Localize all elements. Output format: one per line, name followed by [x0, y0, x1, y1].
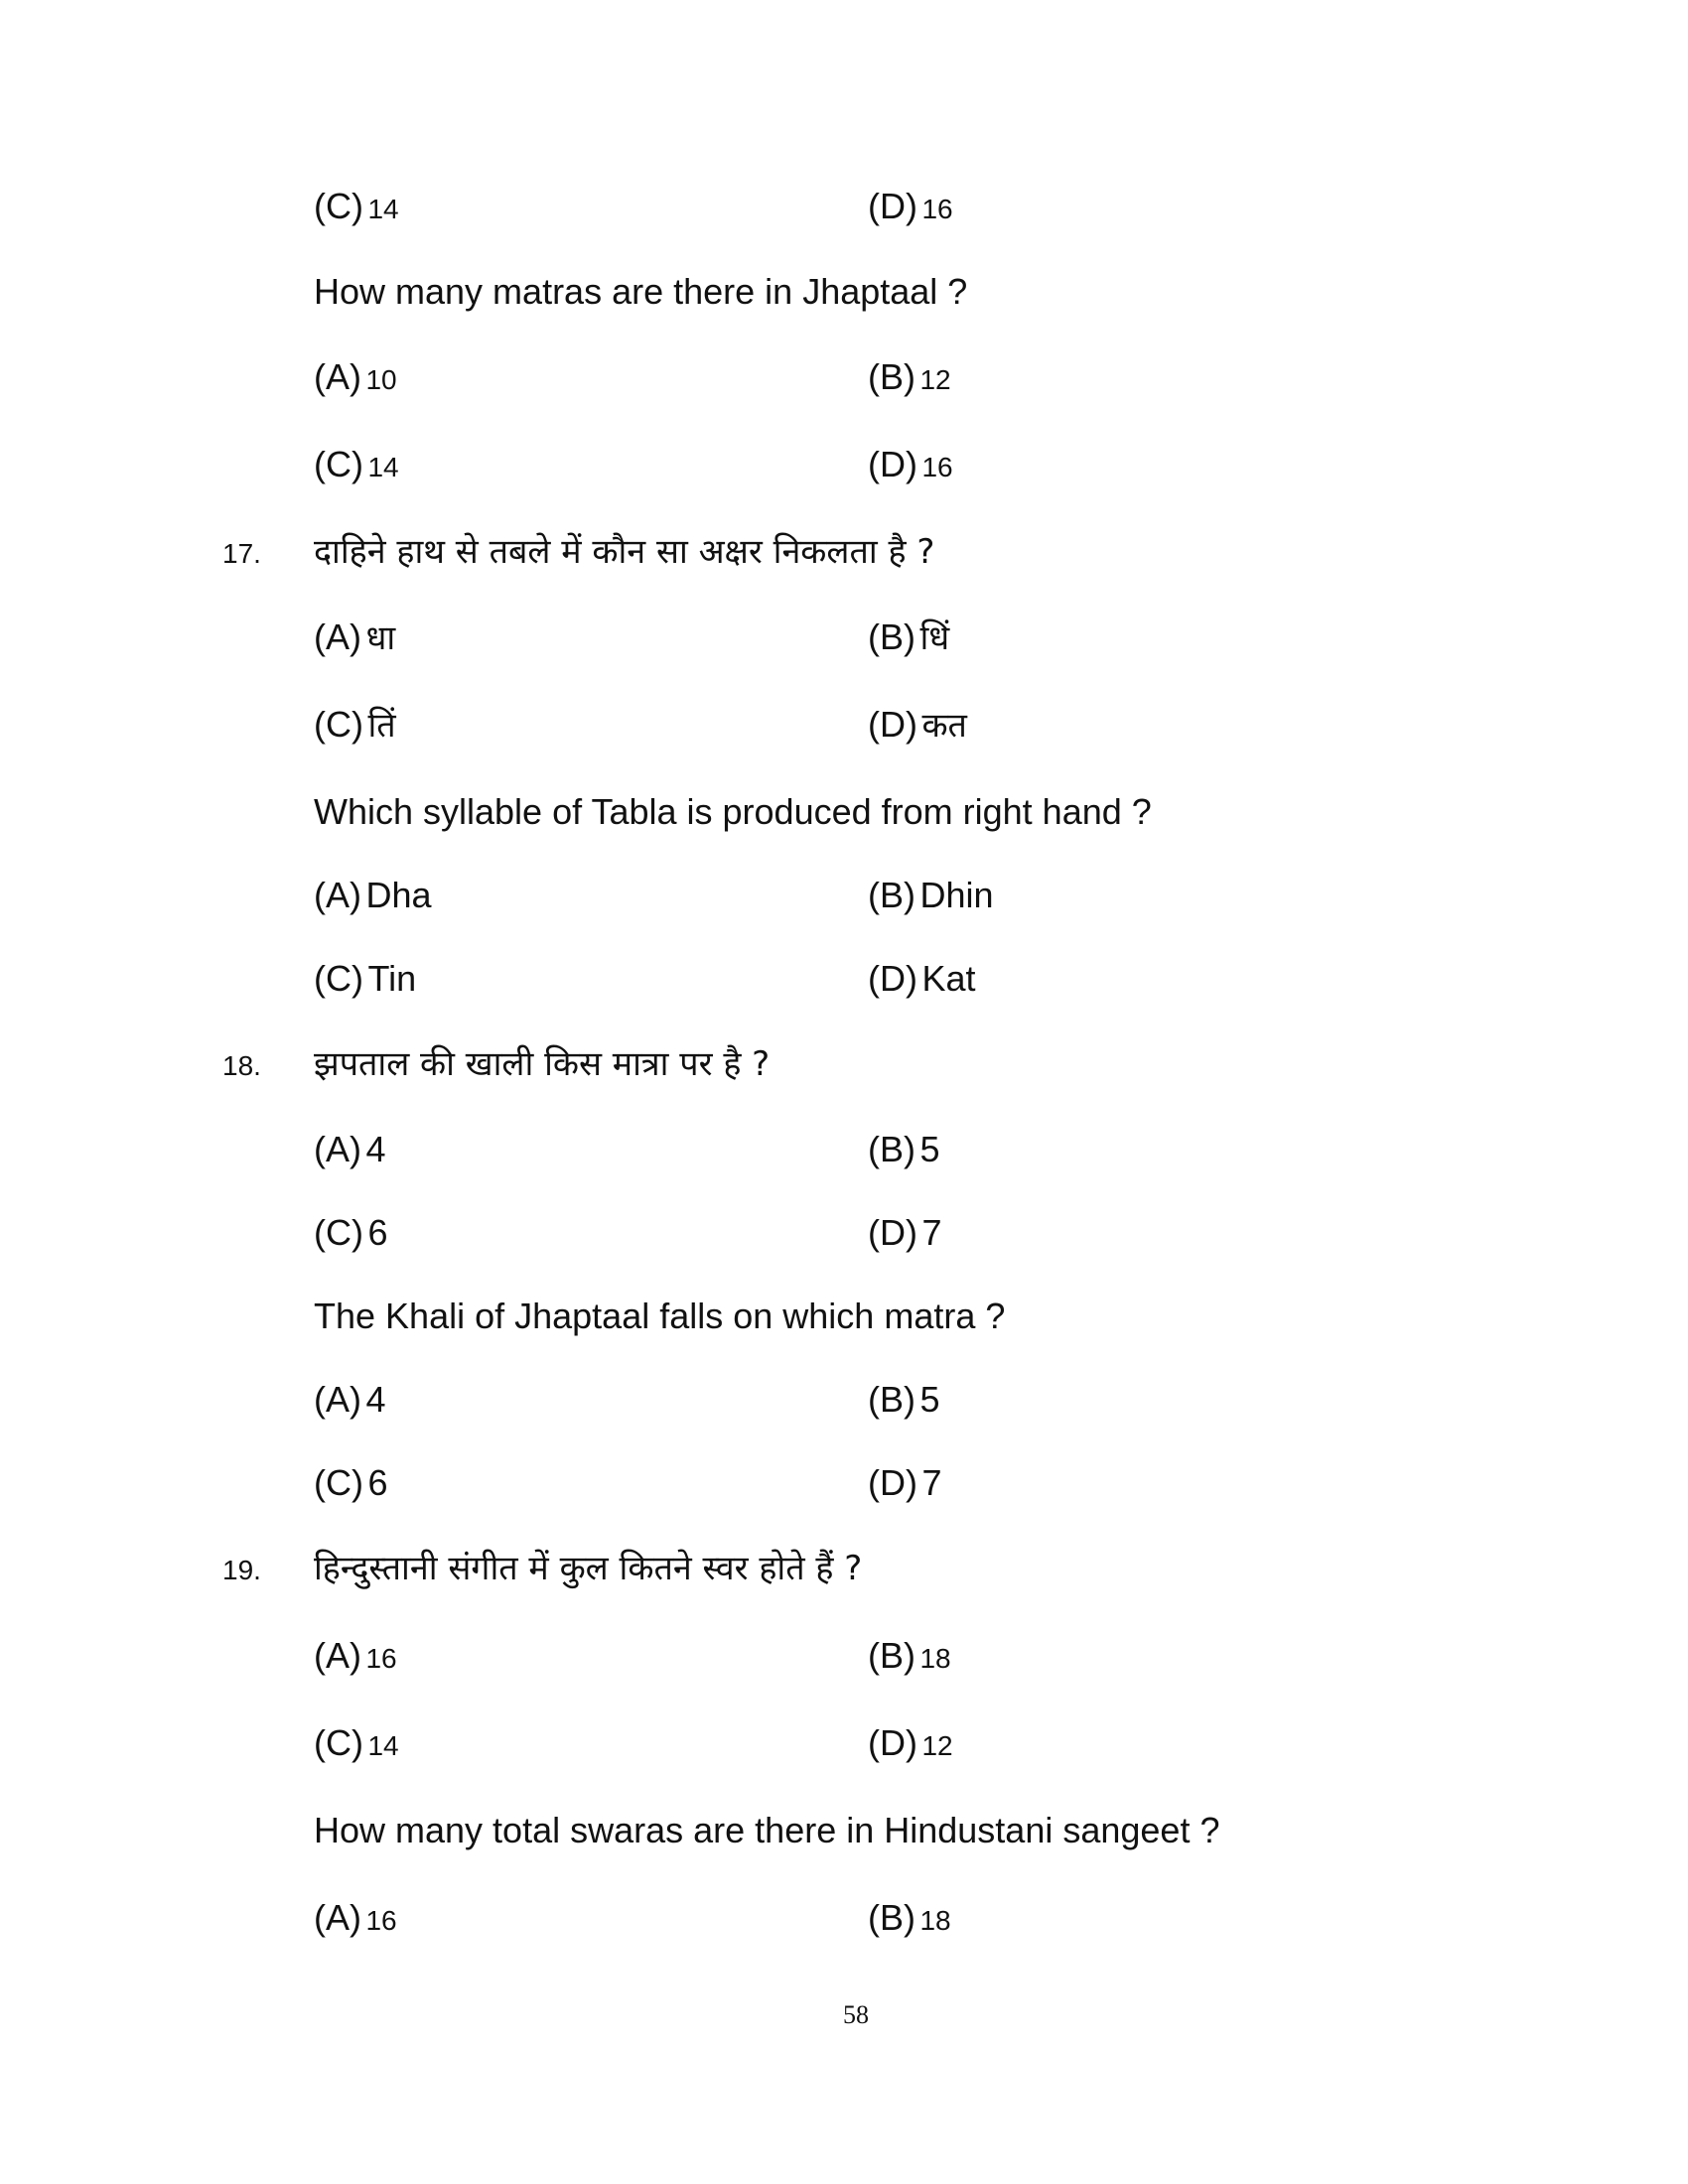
answer-option	[868, 1211, 941, 1263]
option-value: 4	[365, 1379, 386, 1420]
question-text-english: How many total swaras are there in Hindustani sangeet ?	[314, 1810, 1220, 1850]
option-value: तिं	[367, 706, 396, 746]
question-row	[0, 1803, 1688, 1858]
option-label: (D)	[868, 704, 917, 745]
answer-option	[868, 355, 951, 407]
option-value: कत	[921, 706, 967, 746]
option-value: Dhin	[919, 875, 994, 915]
options-row	[0, 951, 1688, 1007]
answer-option	[314, 1461, 387, 1513]
options-row	[0, 610, 1688, 665]
answer-option	[868, 185, 953, 236]
options-row	[0, 1715, 1688, 1771]
option-value: 14	[367, 194, 399, 224]
answer-option	[314, 615, 395, 667]
option-label: (C)	[314, 704, 363, 745]
option-value: 6	[367, 1212, 388, 1253]
options-row	[0, 349, 1688, 405]
answer-option	[868, 703, 967, 754]
answer-option	[868, 615, 949, 667]
option-label: (C)	[314, 1462, 363, 1503]
answer-option	[314, 1634, 397, 1686]
option-label: (B)	[868, 356, 915, 397]
option-value: 5	[919, 1379, 940, 1420]
option-label: (A)	[314, 875, 361, 915]
options-row	[0, 868, 1688, 923]
answer-option	[868, 957, 975, 1009]
option-label: (A)	[314, 616, 361, 657]
answer-option	[868, 1896, 951, 1948]
option-label: (A)	[314, 1897, 361, 1938]
answer-option	[868, 1378, 939, 1430]
answer-option	[868, 874, 994, 925]
answer-option	[868, 1634, 951, 1686]
answer-option	[314, 874, 432, 925]
option-value: 4	[365, 1129, 386, 1169]
answer-option	[314, 1128, 385, 1179]
option-label: (D)	[868, 1722, 917, 1763]
options-row	[0, 1455, 1688, 1511]
option-label: (D)	[868, 186, 917, 226]
option-label: (C)	[314, 1212, 363, 1253]
answer-option	[314, 1896, 397, 1948]
options-row	[0, 437, 1688, 492]
option-label: (B)	[868, 1379, 915, 1420]
option-value: Kat	[921, 958, 976, 999]
question-row	[0, 1036, 1688, 1092]
question-row	[0, 524, 1688, 580]
page-number: 58	[843, 2000, 869, 2029]
question-row	[0, 784, 1688, 840]
option-value: धिं	[919, 618, 950, 658]
options-row	[0, 1205, 1688, 1261]
option-value: 7	[921, 1462, 942, 1503]
answer-option	[314, 703, 396, 754]
option-value: 12	[921, 1730, 953, 1761]
question-number: 17.	[222, 538, 261, 569]
options-row	[0, 1122, 1688, 1177]
question-number: 19.	[222, 1555, 261, 1585]
question-text-hindi: दाहिने हाथ से तबले में कौन सा अक्षर निकलता है ?	[314, 532, 935, 572]
question-number: 18.	[222, 1050, 261, 1081]
option-label: (B)	[868, 1129, 915, 1169]
option-label: (C)	[314, 958, 363, 999]
answer-option	[314, 1378, 385, 1430]
option-value: 16	[921, 452, 953, 482]
answer-option	[314, 957, 416, 1009]
option-label: (D)	[868, 444, 917, 484]
answer-option	[314, 1721, 399, 1773]
answer-option	[868, 1721, 953, 1773]
options-row	[0, 1628, 1688, 1684]
options-row	[0, 179, 1688, 234]
question-row	[0, 264, 1688, 320]
option-label: (C)	[314, 444, 363, 484]
options-row	[0, 697, 1688, 752]
option-value: Tin	[367, 958, 417, 999]
option-label: (B)	[868, 1635, 915, 1676]
option-label: (B)	[868, 875, 915, 915]
answer-option	[868, 443, 953, 494]
answer-option	[314, 443, 399, 494]
question-text-hindi: हिन्दुस्तानी संगीत में कुल कितने स्वर होते हैं ?	[314, 1549, 863, 1588]
option-value: धा	[365, 618, 396, 658]
option-label: (A)	[314, 1379, 361, 1420]
option-label: (D)	[868, 958, 917, 999]
option-value: 12	[919, 364, 951, 395]
answer-option	[314, 355, 397, 407]
option-value: 16	[365, 1905, 397, 1936]
option-value: 6	[367, 1462, 388, 1503]
option-value: 10	[365, 364, 397, 395]
option-value: 5	[919, 1129, 940, 1169]
option-label: (C)	[314, 186, 363, 226]
option-label: (A)	[314, 1129, 361, 1169]
options-row	[0, 1890, 1688, 1946]
question-text-english: The Khali of Jhaptaal falls on which matra ?	[314, 1296, 1006, 1336]
answer-option	[314, 1211, 387, 1263]
option-label: (A)	[314, 1635, 361, 1676]
option-label: (B)	[868, 616, 915, 657]
option-label: (C)	[314, 1722, 363, 1763]
option-value: 18	[919, 1905, 951, 1936]
answer-option	[314, 185, 399, 236]
answer-option	[868, 1128, 939, 1179]
options-row	[0, 1372, 1688, 1428]
question-text-hindi: झपताल की खाली किस मात्रा पर है ?	[314, 1044, 771, 1084]
option-value: 16	[921, 194, 953, 224]
option-label: (A)	[314, 356, 361, 397]
option-label: (B)	[868, 1897, 915, 1938]
question-row	[0, 1289, 1688, 1344]
option-value: 7	[921, 1212, 942, 1253]
option-value: Dha	[365, 875, 432, 915]
option-label: (D)	[868, 1212, 917, 1253]
question-text-english: How many matras are there in Jhaptaal ?	[314, 271, 968, 312]
option-value: 18	[919, 1643, 951, 1674]
question-row	[0, 1541, 1688, 1596]
option-value: 14	[367, 1730, 399, 1761]
option-value: 14	[367, 452, 399, 482]
answer-option	[868, 1461, 941, 1513]
option-label: (D)	[868, 1462, 917, 1503]
option-value: 16	[365, 1643, 397, 1674]
question-text-english: Which syllable of Tabla is produced from right hand ?	[314, 791, 1152, 832]
